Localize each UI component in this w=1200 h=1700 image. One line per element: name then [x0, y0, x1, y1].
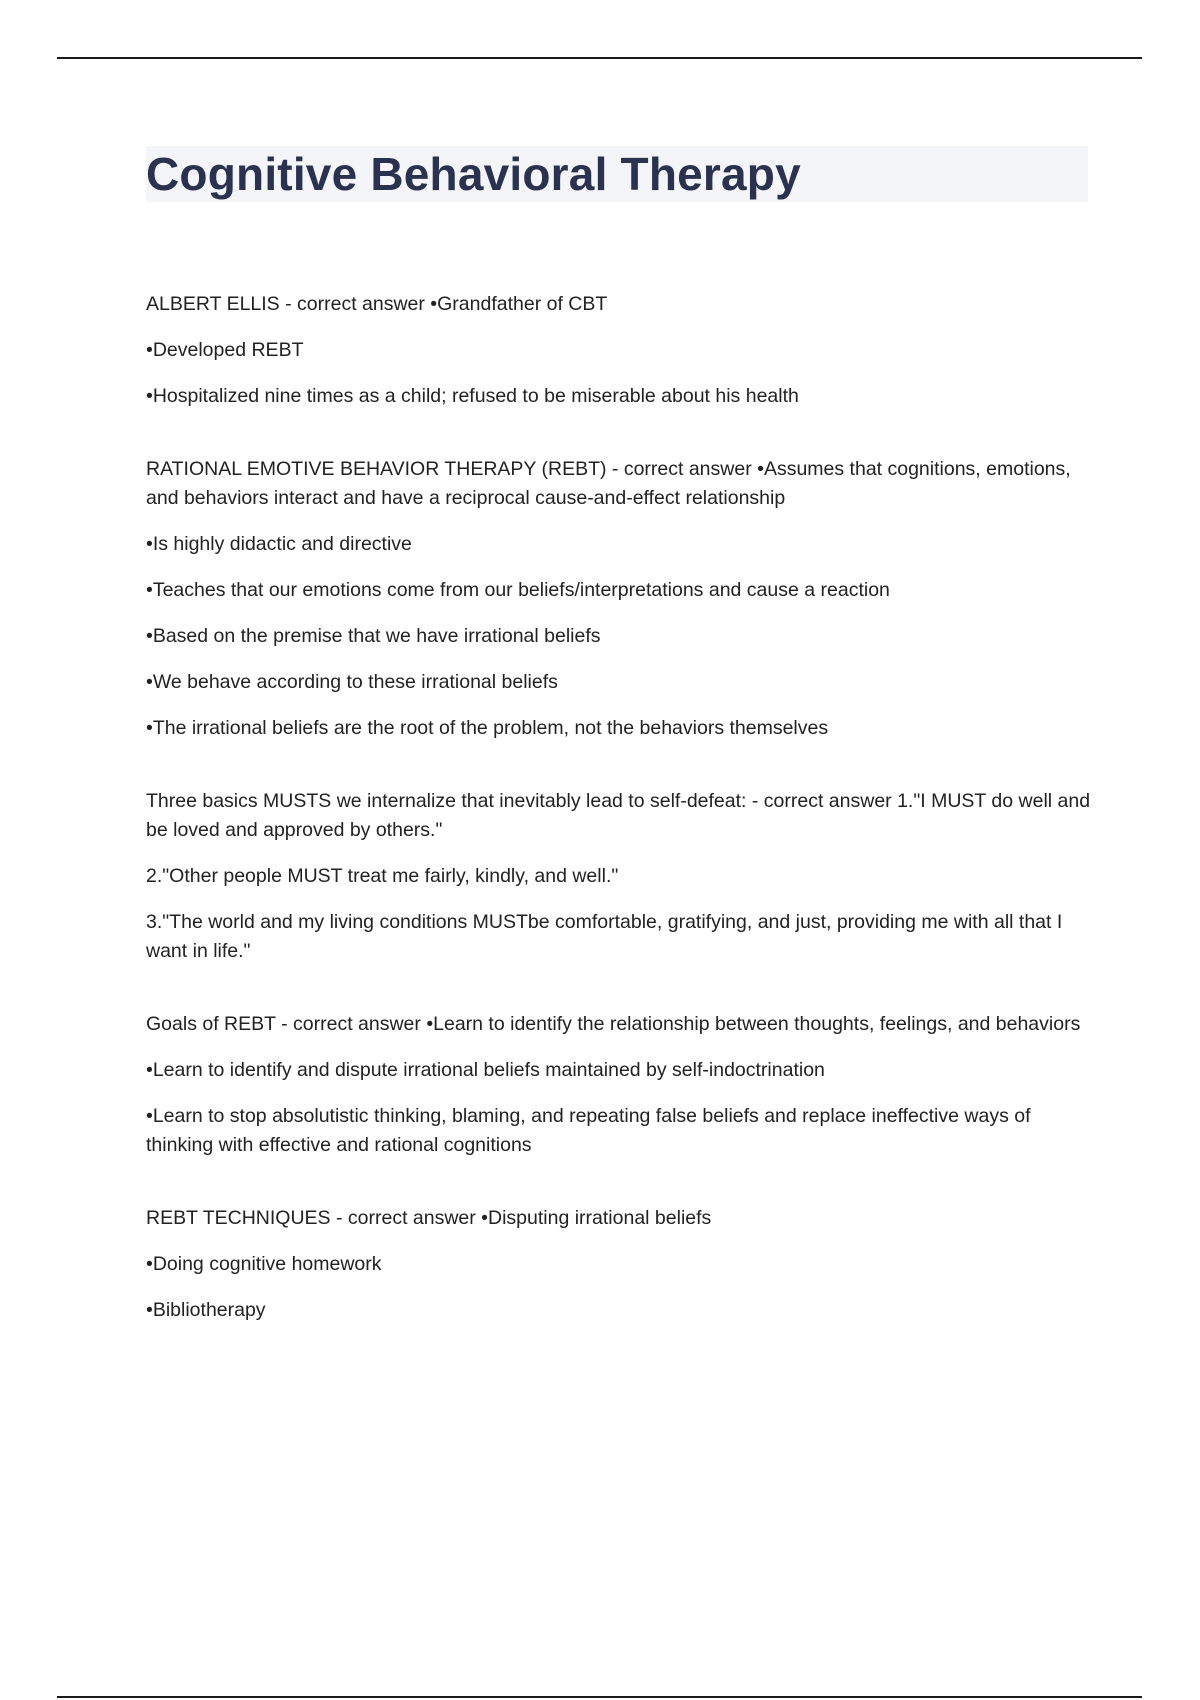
entry-line: •Learn to identify and dispute irrational beliefs maintained by self-indoctrination — [146, 1059, 825, 1081]
document-body — [146, 290, 1092, 1369]
entry-line: •Learn to stop absolutistic thinking, blaming, and repeating false beliefs and replace ineffective ways of thinking with effective and rational cognitions — [146, 1105, 1031, 1156]
qa-entry-rebt-techniques — [146, 1204, 1092, 1325]
entry-line: •Doing cognitive homework — [146, 1253, 382, 1275]
entry-line: ALBERT ELLIS - correct answer •Grandfather of CBT — [146, 293, 608, 315]
qa-entry-rebt — [146, 455, 1092, 743]
page-title: Cognitive Behavioral Therapy — [146, 148, 801, 200]
entry-line: REBT TECHNIQUES - correct answer •Disputing irrational beliefs — [146, 1207, 712, 1229]
entry-line: •The irrational beliefs are the root of the problem, not the behaviors themselves — [146, 717, 829, 739]
entry-line: Three basics MUSTS we internalize that inevitably lead to self-defeat: - correct answer 1."I MUST do well and be loved and approved by others." — [146, 790, 1091, 841]
entry-line: •Teaches that our emotions come from our beliefs/interpretations and cause a reaction — [146, 579, 890, 601]
entry-line: Goals of REBT - correct answer •Learn to identify the relationship between thoughts, feelings, and behaviors — [146, 1013, 1081, 1035]
entry-line: 3."The world and my living conditions MUSTbe comfortable, gratifying, and just, providing me with all that I want in life." — [146, 911, 1063, 962]
entry-line: •Is highly didactic and directive — [146, 533, 412, 555]
entry-line: •We behave according to these irrational beliefs — [146, 671, 558, 693]
entry-line: •Bibliotherapy — [146, 1299, 266, 1321]
top-rule — [57, 57, 1142, 59]
entry-line: •Based on the premise that we have irrational beliefs — [146, 625, 601, 647]
entry-line: 2."Other people MUST treat me fairly, kindly, and well." — [146, 865, 619, 887]
entry-line: RATIONAL EMOTIVE BEHAVIOR THERAPY (REBT) - correct answer •Assumes that cognitions, emotions, and behaviors interact and have a reciprocal cause-and-effect relationship — [146, 458, 1071, 509]
qa-entry-goals-of-rebt — [146, 1010, 1092, 1160]
entry-line: •Developed REBT — [146, 339, 304, 361]
bottom-rule — [57, 1696, 1142, 1698]
entry-line: •Hospitalized nine times as a child; refused to be miserable about his health — [146, 385, 799, 407]
qa-entry-three-musts — [146, 787, 1092, 966]
qa-entry-albert-ellis — [146, 290, 1092, 411]
